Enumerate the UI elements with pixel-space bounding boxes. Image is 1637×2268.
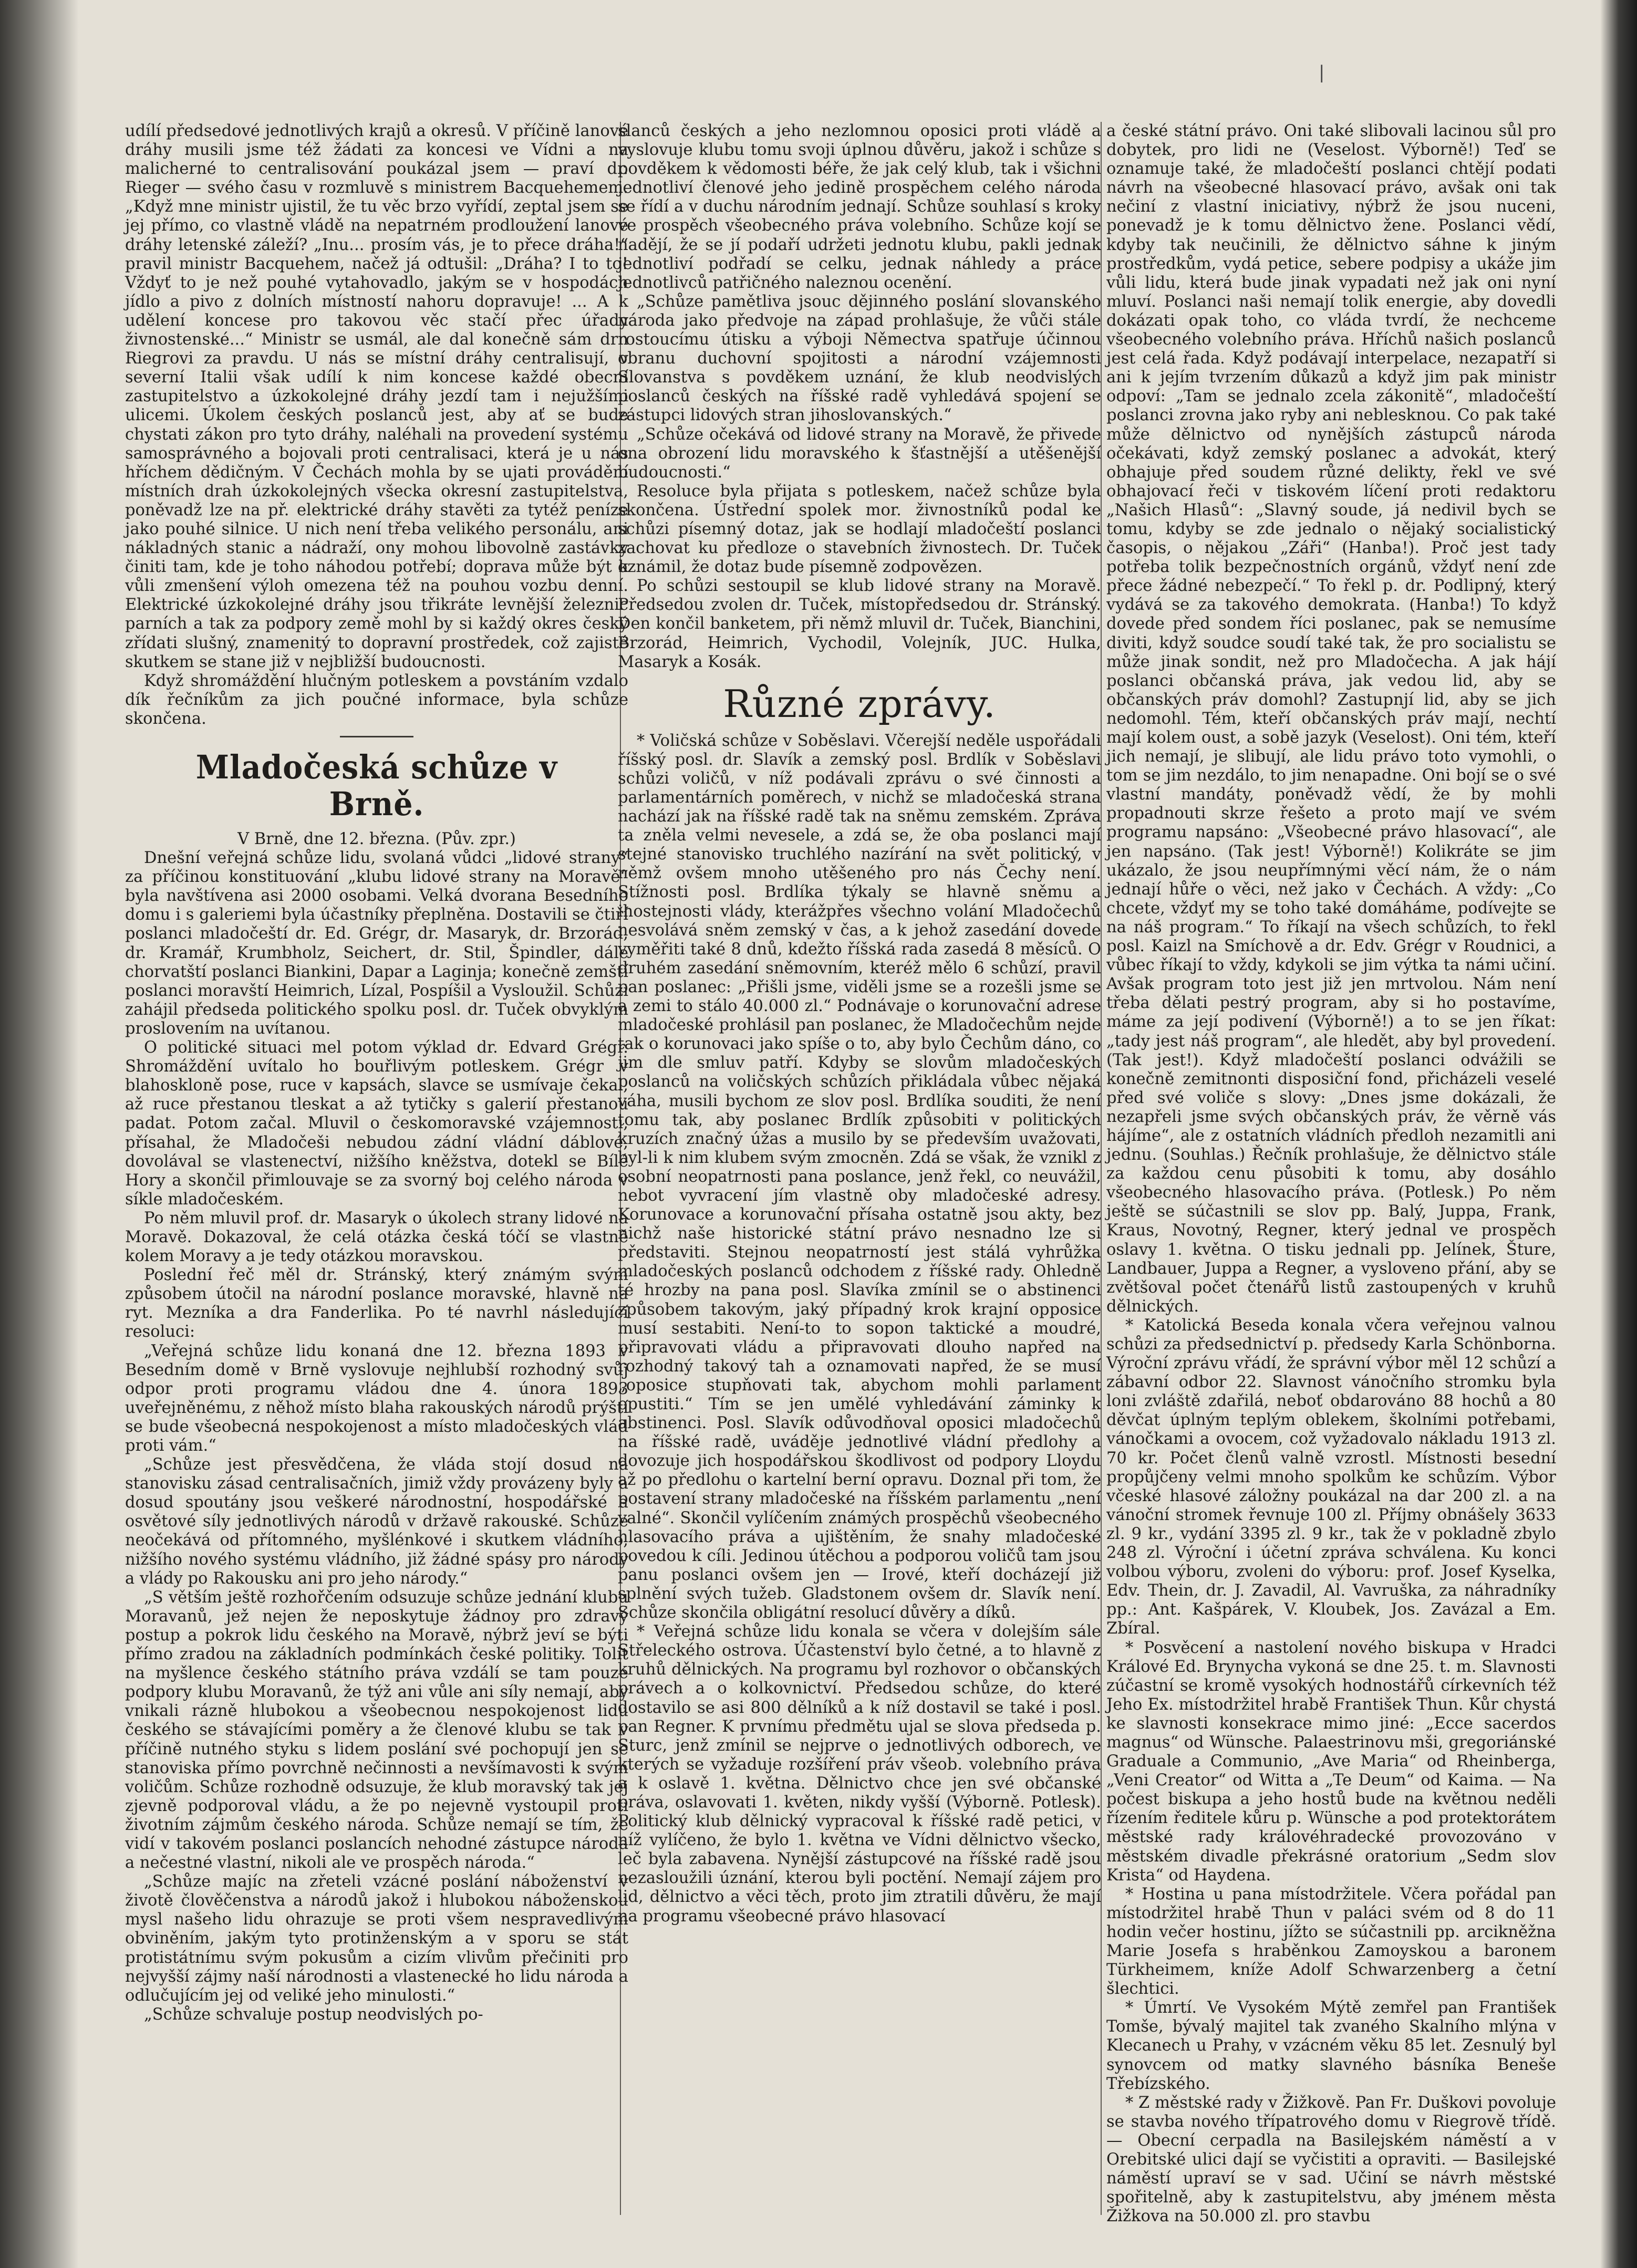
resolution-paragraph: „S větším ještě rozhořčením odsuzuje schůze jednání klubu Moravanů, jež nejen že neposkytuje žádnoy pro zdravý postup a pokrok lidu českého na Moravě, nýbrž jeví se býti přímo zradou na základních podmínkách české politiky. Tolit na myšlence českého státního práva vzdálí se tam pouze podpory klubu Moravanů, že týž ani vůle ani síly nemají, aby vnikali rázně hlubokou a všeobecnou nespokojenost lidu českého se stávajícími poměry a že členové klubu se tak v příčině nutného styku s lidem poslání své pochopují jen se stanoviska přímo povrchně nečinnosti a nevšímavosti k svým voličům. Schůze rozhodně odsuzuje, že klub moravský tak jej zjevně podporoval vládu, a že po nejevně vystoupil proti životním zájmům českého národa. Schůze nemají se tím, že vidí v takovém poslanci poslancích nehodné zástupce národa a nečestné vlastní, nikoli ale ve prospěch národa.“	[125, 1588, 628, 1872]
news-item: * Z městské rady v Žižkově. Pan Fr. Duškovi povoluje se stavba nového třípatrového domu v Riegrově třídě. — Obecní cerpadla na Basilejském náměstí a v Orebitské ulici dají se vyčistiti a opraviti. — Basilejské náměstí upraví se v sad. Učiní se návrh městské spořitelně, aby k zastupitelstvu, aby jménem města Žižkova na 50.000 zl. pro stavbu	[1106, 2093, 1556, 2226]
article-paragraph: Po něm mluvil prof. dr. Masaryk o úkolech strany lidové na Moravě. Dokazoval, že celá otázka česká tóčí se vlastně kolem Moravy a je tedy otázkou moravskou.	[125, 1209, 628, 1266]
article-paragraph: „Schůze očekává od lidové strany na Moravě, že přivede ona obrození lidu moravského k šťastnější a utěšenější budoucnosti.“	[618, 425, 1101, 482]
news-item: * Posvěcení a nastolení nového biskupa v Hradci Králové Ed. Brynycha vykoná se dne 25. t. m. Slavnosti zúčastní se kromě vysokých hodnostářů církevních též Jeho Ex. místodržitel hrabě František Thun. Kůr chystá ke slavnosti konsekrace mimo jiné: „Ecce sacerdos magnus“ od Wünsche. Palaestrinovu mši, gregoriánské Graduale a Communio, „Ave Maria“ od Rheinberga, „Veni Creator“ od Witta a „Te Deum“ od Kaima. — Na počest biskupa a jeho hostů bude na květnou neděli řízením ředitele kůru p. Wünsche a pod protektorátem městské rady královéhradecké provozováno v městském divadle překrásné oratorium „Sedm slov Krista“ od Haydena.	[1106, 1638, 1556, 1885]
resolution-paragraph: „Schůze jest přesvědčena, že vláda stojí dosud na stanovisku zásad centralisačních, jimiž vždy provázeny byly a dosud spoutány jsou veškeré národnostní, hospodářské a osvětové síly jednotlivých národů v državě rakouské. Schůze neočekává od přítomného, myšlénkové i skutkem vládního, nižšího nového systému vládního, již žádné spásy pro národy a vlády po Rakousku ani pro jeho národy.“	[125, 1455, 628, 1588]
column-middle	[618, 122, 1101, 2215]
article-paragraph: Resoluce byla přijata s potleskem, načež schůze byla skončena. Ústřední spolek mor. živnostníků podal ke schůzi písemný dotaz, jak se hodlají mladočeští poslanci zachovat ku předloze o stavebních živnostech. Dr. Tuček oznámil, že dotaz bude písemně zodpovězen.	[618, 482, 1101, 577]
column-right	[1106, 122, 1556, 2226]
news-item: * Katolická Beseda konala včera veřejnou valnou schůzi za předsednictví p. předsedy Karla Schönborna. Výroční zprávu vřádí, že správní výbor měl 12 schůzí a zábavní odbor 22. Slavnost vánočního stromku byla loni zvláště zdařilá, neboť obdarováno 88 hochů a 80 děvčat úplným teplým oblekem, školními potřebami, vánočkami a ovocem, což vyžadovalo nákladu 1913 zl. 70 kr. Počet členů valně vzrostl. Místnosti besední propůjčeny velmi mnoho spolkům ke schůzím. Výbor včeské hlasové záložny poukázal na dar 200 zl. a na vánoční stromek řevnuje 100 zl. Příjmy obnášely 3633 zl. 9 kr., vydání 3395 zl. 9 kr., tak že v pokladně zbylo 248 zl. Výroční i účetní zpráva schválena. Ku konci volbou výboru, zvoleni do výboru: prof. Josef Kyselka, Edv. Thein, dr. J. Zavadil, Al. Vavruška, za náhradníky pp.: Ant. Kašpárek, V. Kloubek, Jos. Zavázal a Em. Zbíral.	[1106, 1316, 1556, 1638]
article-paragraph: Poslední řeč měl dr. Stránský, který známým svým způsobem útočil na národní poslance moravské, hlavně na ryt. Mezníka a dra Fanderlika. Po té navrhl následující resoluci:	[125, 1266, 628, 1341]
article-paragraph: Když shromáždění hlučným potleskem a povstáním vzdalo dík řečníkům za jich poučné informace, byla schůze skončena.	[125, 671, 628, 728]
article-paragraph: „Schůze pamětliva jsouc dějinného poslání slovanského národa jako předvoje na západ prohlašuje, že vůči stále rostoucímu útisku a výboji Němectva spatřuje účinnou obranu duchovní spojitosti a národní vzájemnosti Slovanstva s povděkem uznání, že klub neodvislých poslanců českých na říšské radě vyhledává spojení se zástupci lidových stran jihoslovanských.“	[618, 292, 1101, 425]
dateline: V Brně, dne 12. března. (Pův. zpr.)	[237, 830, 516, 848]
news-item: * Hostina u pana místodržitele. Včera pořádal pan místodržitel hrabě Thun v paláci svém od 8 do 11 hodin večer hostinu, jížto se súčastnili pp. arcikněžna Marie Josefa s hraběnkou Zamoyskou a baronem Türkheimem, kníže Adolf Schwarzenberg a četní šlechtici.	[1106, 1885, 1556, 1999]
section-title: Mladočeská schůze v Brně.	[195, 748, 558, 823]
section-title: Různé zprávy.	[723, 681, 996, 726]
news-item: * Úmrtí. Ve Vysokém Mýtě zemřel pan František Tomše, bývalý majitel tak zvaného Skalního mlýna v Klecanech u Prahy, v vzácném věku 85 let. Zesnulý byl synovcem od matky slavného básníka Beneše Třebízského.	[1106, 1999, 1556, 2093]
article-paragraph: udílí předsedové jednotlivých krajů a okresů. V příčině lanové dráhy musili jsme též žádati za koncesi ve Vídni a na malicherné to centralisování poukázal jsem — praví dr. Rieger — svého času v rozmluvě s ministrem Bacquehemem. „Když mne ministr ujistil, že tu věc brzo vyřídí, zeptal jsem se jej přímo, co vlastně vládě na nepatrném prodloužení lanové dráhy letenské záleží? „Inu... prosím vás, je to přece dráha!“ pravil ministr Bacquehem, načež já odtušil: „Dráha? I to to! Vždyť to je než pouhé vytahovadlo, jakým se v hospodách jídlo a pivo z dolních místností nahoru dopravuje! ... A k udělení koncese pro takovou věc stačí přec úřady živnostenské...“ Ministr se usmál, ale dal konečně sám drn Riegrovi za pravdu. U nás se místní dráhy centralisují, v severní Italii však udílí k nim koncese každé obecní zastupitelstvo a úzkokolejné dráhy jezdí tam i nejužšími ulicemi. Úkolem českých poslanců jest, aby ať se bude chystati zákon pro tyto dráhy, naléhali na provedení systému samosprávného a bojovali proti centralisaci, která je u nás hříchem dědičným. V Čechách mohla by se ujati provádění místních drah úzkokolejných všecka okresní zastupitelstva, poněvadž lze na př. elektrické dráhy stavěti za tytéž peníze jako pouhé silnice. U nich není třeba velikého personálu, ani nákladných stanic a nádraží, ony mohou libovolně zastávky činiti tam, kde je toho náhodou potřebí; doprava může být k vůli zmenšení výloh omezena též na pouhou vozbu denní. Elektrické úzkokolejné dráhy jsou třikráte levnější železnic parních a tak za podpory země mohl by si každý okres český zřídati slušný, znamenitý to dopravní prostředek, což zajisté skutkem se stane již v nejbližší budoucnosti.	[125, 122, 628, 671]
article-paragraph: Po schůzi sestoupil se klub lidové strany na Moravě. Předsedou zvolen dr. Tuček, místopředsedou dr. Stránský. Den končil banketem, při němž mluvil dr. Tuček, Bianchini, Brzorád, Heimrich, Vychodil, Volejník, JUC. Hulka, Masaryk a Kosák.	[618, 577, 1101, 671]
resolution-paragraph: „Schůze majíc na zřeteli vzácné poslání náboženství v životě člověčenstva a národů jakož i hlubokou náboženskou mysl našeho lidu ohrazuje se proti všem nespravedlivým obviněním, jakým tyto protinženským a v sporu se stát protistátnímu svým pokusům a cizím vlivům přečiniti pro nejvyšší zájmy naší národnosti a vlastenecké ho lidu národa a odlučujícím jej od veliké jeho minulosti.“	[125, 1872, 628, 2005]
news-item: * Veřejná schůze lidu konala se včera v dolejším sále Střeleckého ostrova. Účastenství bylo četné, a to hlavně z kruhů dělnických. Na programu byl rozhovor o občanských právech a o kolkovnictví. Předsedou schůze, do které dostavilo se asi 800 dělníků a k níž dostavil se také i posl. pan Regner. K prvnímu předmětu ujal se slova předseda p. Sturc, jenž zmínil se nejprve o jednotlivých odborech, ve kterých se vyžaduje rozšíření práv všeob. volebního práva a k oslavě 1. května. Dělnictvo chce jen své občanské práva, oslavovati 1. květen, nikdy vyšší (Výborně. Potlesk). Politický klub dělnický vypracoval k říšské radě petici, v níž vylíčeno, že bylo 1. května ve Vídni dělnictvo všecko, leč byla zabavena. Nynější zástupcové na říšské radě jsou nezasloužili úznání, kterou byli poctění. Nemají zájem pro lid, dělnictvo a věci těch, proto jim ztratili důvěru, že mají na programu všeobecné právo hlasovací	[618, 1622, 1101, 1926]
resolution-paragraph: „Veřejná schůze lidu konaná dne 12. března 1893 v Besedním domě v Brně vyslovuje nejhlubší rozhodný svůj odpor proti programu vládou dne 4. února 1893 uveřejněnému, z něhož místo blaha rakouských národů prýští se bude všeobecná nespokojenost a místo mladočeských vlád proti vám.“	[125, 1341, 628, 1455]
section-divider	[340, 736, 413, 737]
page-mark: |	[1319, 62, 1325, 83]
article-paragraph: Dnešní veřejná schůze lidu, svolaná vůdci „lidové strany“ za příčinou konstituování „klubu lidové strany na Moravě“ byla navštívena asi 2000 osobami. Velká dvorana Besedního domu i s galeriemi byla účastníky přeplněna. Dostavili se čtiří poslanci mladočeští dr. Ed. Grégr, dr. Masaryk, dr. Brzorád, dr. Kramář, Krumbholz, Seichert, dr. Stil, Špindler, dále chorvatští poslanci Biankini, Dapar a Laginja; konečně zemští poslanci moravští Heimrich, Lízal, Pospíšil a Vysloužil. Schůzi zahájil předseda politického spolku posl. dr. Tuček obvyklým proslovením na uvítanou.	[125, 849, 628, 1038]
column-left	[125, 122, 628, 2215]
article-paragraph: slanců českých a jeho nezlomnou oposici proti vládě a vyslovuje klubu tomu svoji úplnou důvěru, jakož i schůze s povděkem k vědomosti béře, že jak celý klub, tak i všichni jednotliví členové jeho jedině prospěchem celého národa se řídí a v duchu národním jednají. Schůze souhlasí s kroky ve prospěch všeobecného práva volebního. Schůze kojí se nadějí, že se jí podaří udržeti jednotu klubu, pakli jednak jednotliví podřadí se celku, jednak náhledy a práce jednotlivců patřičného naleznou ocenění.	[618, 122, 1101, 292]
article-paragraph: a české státní právo. Oni také slibovali lacinou sůl pro dobytek, pro lidi ne (Veselost. Výborně!) Teď se oznamuje také, že mladočeští poslanci chtějí podati návrh na všeobecné hlasovací právo, avšak oni tak nečiní z vlastní iniciativy, nýbrž že jsou nuceni, ponevadž je k tomu dělnictvo žene. Poslanci vědí, kdyby tak neučinili, že dělnictvo sáhne k jiným prostředkům, vydá petice, sebere podpisy a ukáže jim vůli lidu, která bude jinak vypadati než jak oni nyní mluví. Poslanci naši nemají tolik energie, aby dovedli dokázati opak toho, co vláda tvrdí, že nechceme všeobecného volebního práva. Hříchů našich poslanců jest celá řada. Když podávají interpelace, nezapatří si ani k jejím tvrzením důkazů a když jim pak ministr odpoví: „Tam se jednalo zcela zákonitě“, mladočeští poslanci zrovna jako ryby ani neblesknou. Co pak také může dělnictvo od nynějších zástupců národa očekávati, když zemský poslanec a advokát, který obhajuje před soudem různé delikty, řekl ve své obhajovací řeči v tiskovém líčení proti redaktoru „Našich Hlasů“: „Slavný soude, já nedivil bych se tomu, kdyby se zde jednalo o nějaký socialistický časopis, o nějakou „Záři“ (Hanba!). Proč jest tady potřeba tolik bezpečnostních orgánů, vždyť není zde přece žádné nebezpečí.“ To řekl p. dr. Podlipný, který vydává se za takového demokrata. (Hanba!) To když dovede před sondem říci poslanec, pak se nemusíme diviti, když soudce soudí také tak, že pro socialistu se může jinak sondit, než pro Mladočecha. A jak hájí poslanci občanská práva, jak vedou lid, aby se občanských práv domohl? Zastupnjí lid, aby se jich nedomohl. Tém, kteří občanských práv mají, nechtí mají kolem oust, a sobě jazyk (Veselost). Oni tém, kteří jich nemají, je slibují, ale lidu právo toto vymohli, o tom se jim nezdálo, to jim nenapadne. Oni bojí se o své vlastní mandáty, poněvadž vědí, že by mohli propadnouti skrze řešeto a proto mají ve svém programu napsáno: „Všeobecné právo hlasovací“, ale jen napsáno. (Tak jest! Výborně!) Kolikráte se jim ukázalo, že jsou neupřímnými věcí nám, že o nám jednají hůře o věci, než jako v Čechách. A vždy: „Co chcete, vždyť my se toho také domáháme, podívejte se na náš program.“ To říkají na všech schůzích, to řekl posl. Kaizl na Smíchově a dr. Edv. Grégr v Roudnici, a vůbec říkají to vždy, kdykoli se jim výtka ta námi učiní. Avšak program toto jest již jen mrtvolou. Nám není třeba dělati pestrý program, aby si ho postavíme, máme za její podivení (Výborně!) a to se jen říkat: „tady jest náš program“, ale hledět, aby byl provedení. (Tak jest!). Když mladočeští poslanci odvážili se konečně zemitnonti disposiční fond, přicházeli veselé před své voliče s slovy: „Dnes jsme dokázali, že nezapřeli jsme svých občanských práv, že věrně vás hájíme“, ale z ostatních vládních předloh nezamitli ani jednu. (Souhlas.) Řečník prohlašuje, že dělnictvo stále za každou cenu působiti k tomu, aby dosáhlo všeobecného hlasovacího práva. (Potlesk.) Po něm ještě se súčastnili se slov pp. Balý, Juppa, Frank, Kraus, Novotný, Regner, který jednal ve prospěch oslavy 1. května. O tisku jednali pp. Jelínek, Šture, Landbauer, Juppa a Regner, a vysloveno přání, aby se zvětšoval počet čtenářů listů zastoupených v kruhů dělnických.	[1106, 122, 1556, 1316]
news-item: * Voličská schůze v Soběslavi. Včerejší neděle uspořádali říšský posl. dr. Slavík a zemský posl. Brdlík v Soběslavi schůzi voličů, v níž podávali zprávu o své činnosti a parlamentárních poměrech, v nichž se mladočeská strana nachází jak na říšské radě tak na sněmu zemském. Zpráva ta zněla velmi nevesele, a zdá se, že oba poslanci mají stejné stanovisko truchlého nazírání na svět politický, v němž ovšem mnoho utěšeného pro nás Čechy není. Stížnosti posl. Brdlíka týkaly se hlavně sněmu a ihostejnosti vlády, kterážpřes všechno volání Mladočechů nesvolává sněm zemský v čas, a k jehož zasedání dovede vyměřiti také 8 dnů, kdežto říšská rada zasedá 8 měsíců. O druhém zasedání sněmovním, kteréž mělo 6 schůzí, pravil pan poslanec: „Přišli jsme, viděli jsme se a rozešli jsme se a zemi to stálo 40.000 zl.“ Podnávaje o korunovační adrese mladočeské prohlásil pan poslanec, že Mladočechům nejde tak o korunovaci jako spíše o to, aby bylo Čechům dáno, co jim dle smluv patří. Kdyby se slovům mladočeských poslanců na voličských schůzích přikládala vůbec nějaká váha, musili bychom ze slov posl. Brdlíka souditi, že není tomu tak, aby poslanec Brdlík způsobiti v politických kruzích značný úžas a musilo by se především uvažovati, byl-li k nim klubem svým zmocněn. Zdá se však, že vznikl z osobní neopatrnosti pana poslance, jenž řekl, co neuvážil, nebot vyvracení jím vlastně oby mladočeské adresy. Korunovace a korunovační přísaha ostatně jsou akty, bez nichž naše historické státní právo nesnadno lze si představiti. Stejnou neopatrností jest stálá vyhrůžka mladočeských poslanců odchodem z říšské rady. Ohledně té hrozby na pana posl. Slavíka zmínil se o abstinenci způsobem takovým, jaký případný krok krajní opposice musí sestabiti. Není-to to sopon taktické a moudré, připravovati vládu a připravovati dlouho napřed na rozhodný takový tah a oznamovati napřed, že se musí „oposice stupňovati tak, abychom mohli parlament opustiti.“ Tím se jen umělé vyhledávání záminky k abstinenci. Posl. Slavík odůvodňoval oposici mladočechů na říšské radě, uváděje jednotlivé vládní předlohy a dovozuje jich hospodářskou škodlivost od podpory Lloydu až po předlohu o kartelní berní opravu. Doznal při tom, že postavení strany mladočeské na říšském parlamentu „není valné“. Skončil vylíčením známých prospěchů všeobecného hlasovacího práva a ujištěním, že snahy mladočeské povedou k cíli. Jedinou útěchou a podporou voličů tam jsou panu poslanci ovšem jen — Irové, kteří docházejí již splnění svých tužeb. Gladstonem ovšem dr. Slavík není. Schůze skončila obligátní resolucí důvěry a díků.	[618, 731, 1101, 1622]
article-paragraph: O politické situaci mel potom výklad dr. Edvard Grégr. Shromáždění uvítalo ho bouřlivým potleskem. Grégr v blahoskloně pose, ruce v kapsách, slavce se usmívaje čekal, až ruce přestanou tleskat a až tytičky s galerií přestanou padat. Potom začal. Mluvil o českomoravské vzájemnosti, přísahal, že Mladočeši nebudou zádní vládní dáblové, dovolával se vlastenectví, nižšího kněžstva, dotekl se Bílé Hory a skončil přimlouvaje se za svorný boj celého národa v síkle mladočeském.	[125, 1038, 628, 1209]
resolution-paragraph: „Schůze schvaluje postup neodvislých po-	[144, 2005, 483, 2024]
